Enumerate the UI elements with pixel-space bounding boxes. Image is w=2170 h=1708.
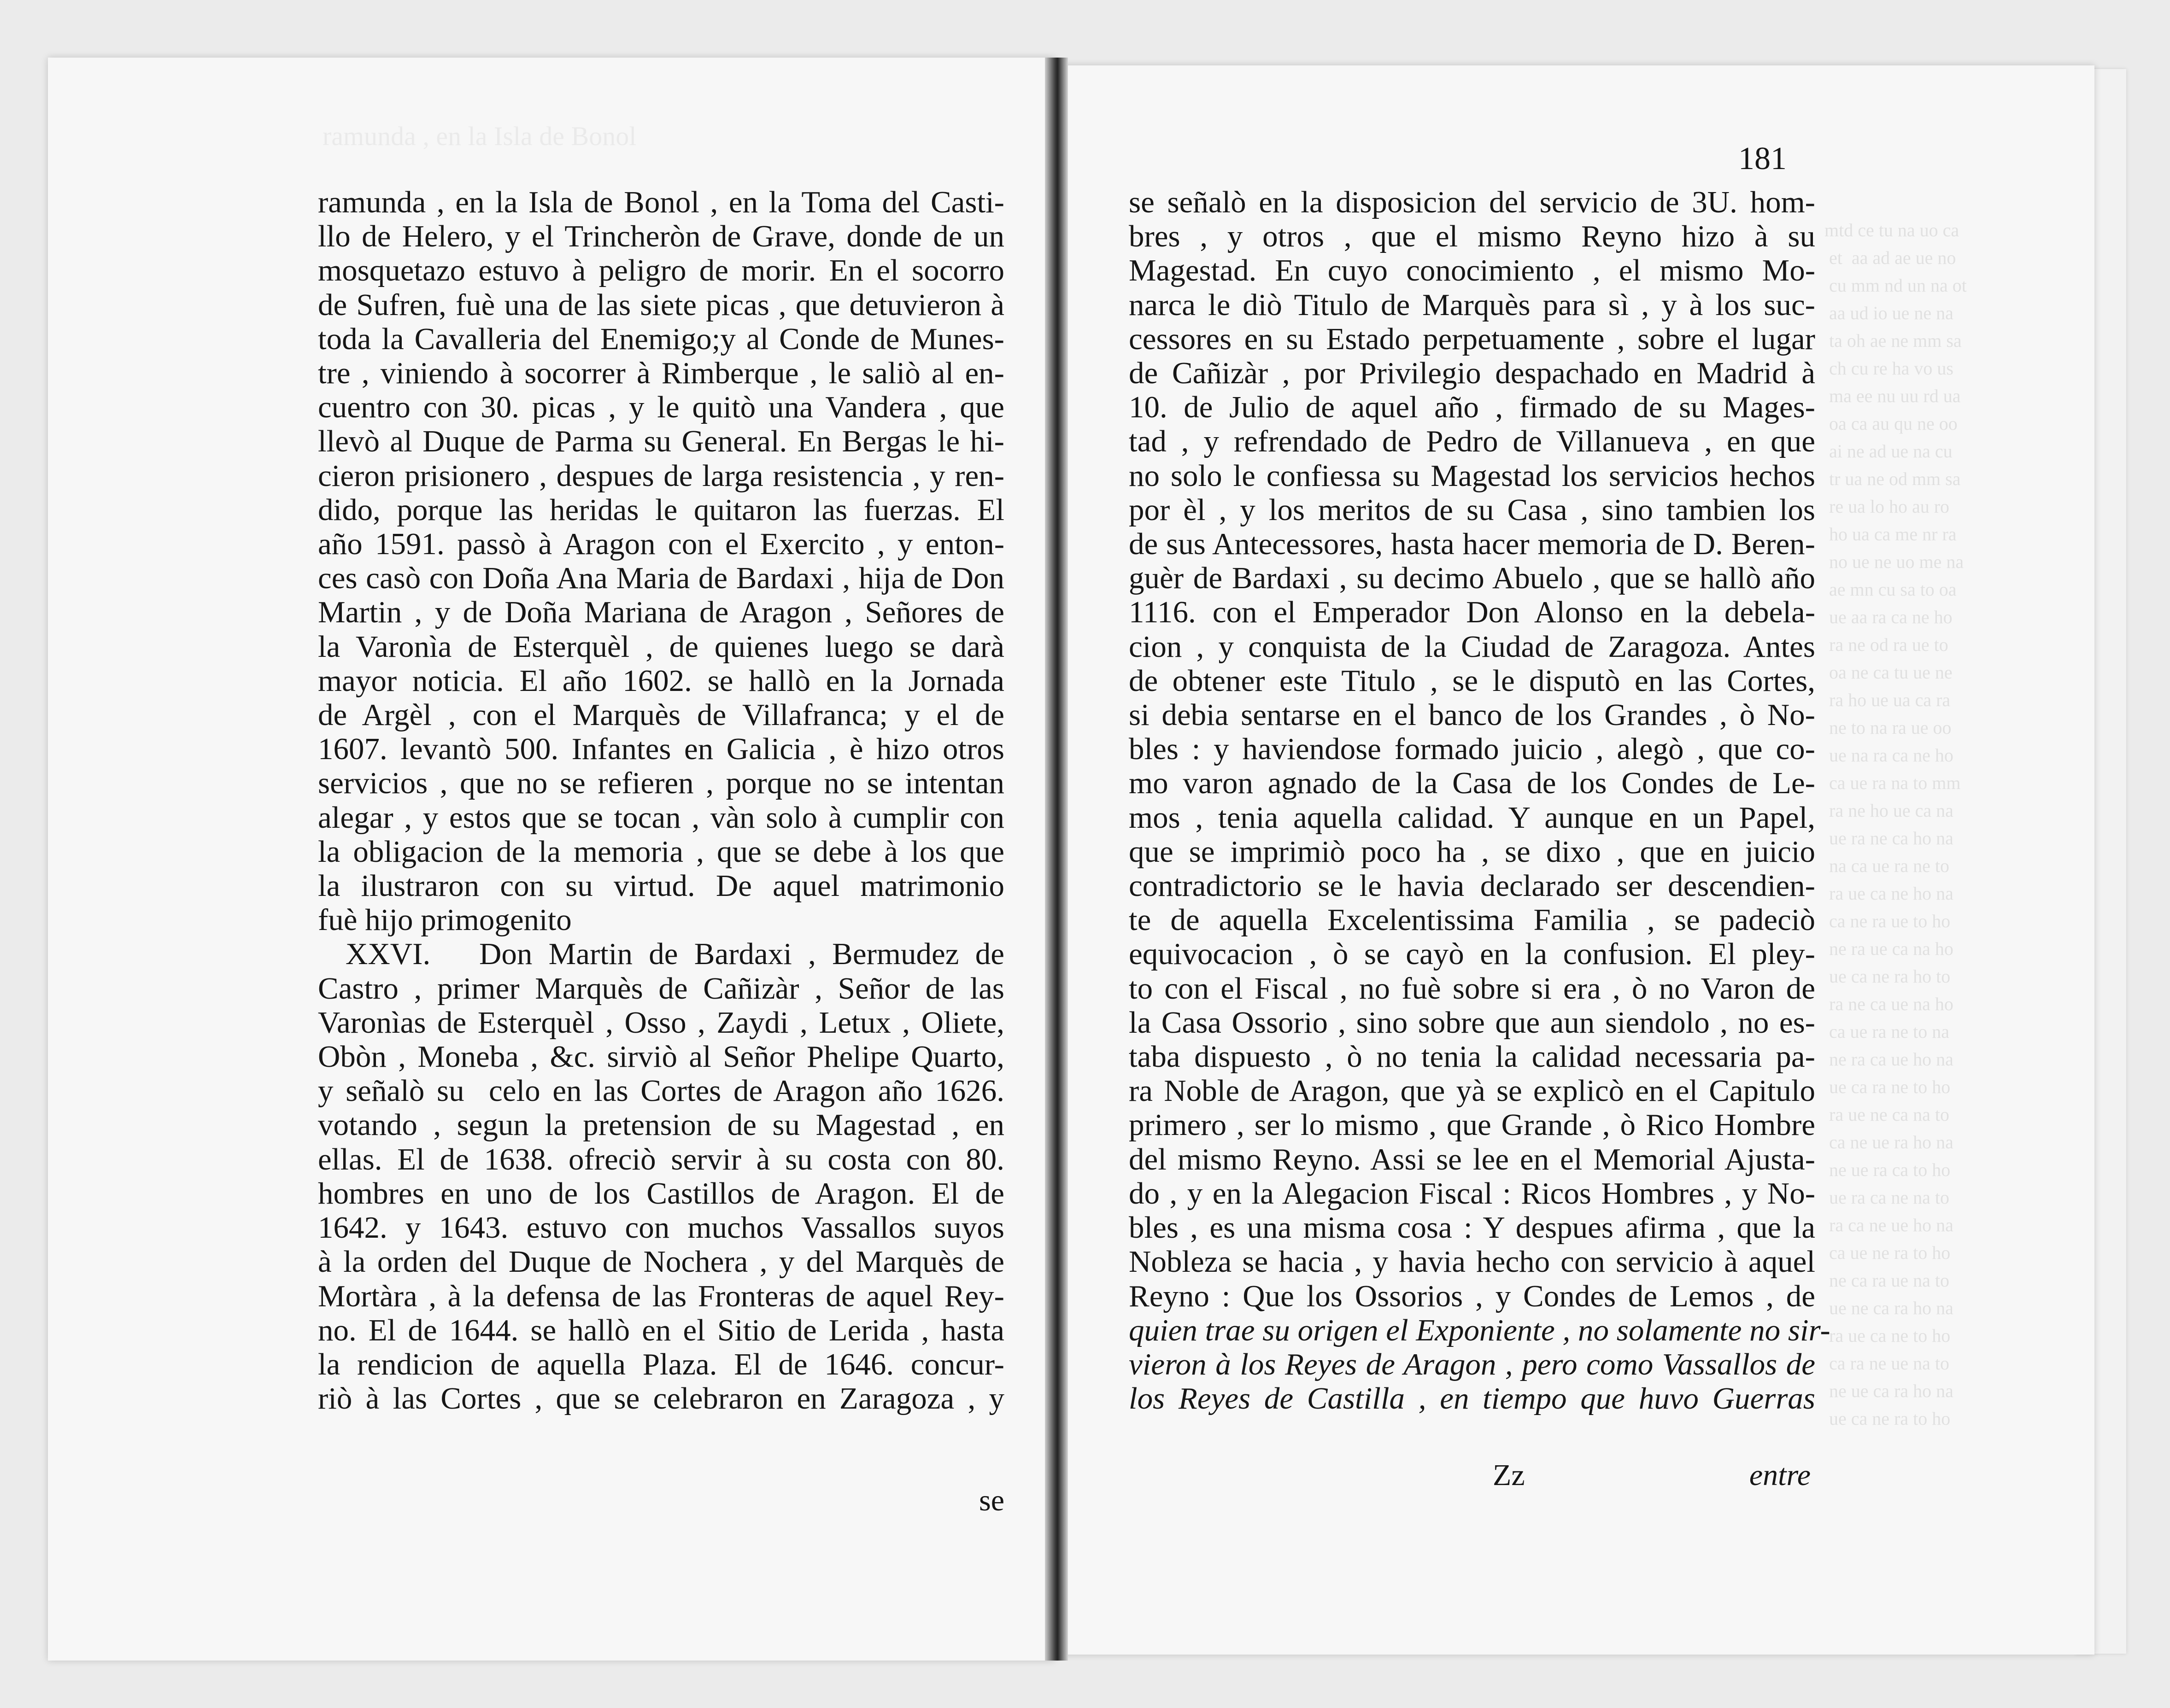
text-line: cieron prisionero , despues de larga resistencia , y ren- — [318, 458, 1004, 493]
text-line: hombres en uno de los Castillos de Aragon. El de — [318, 1176, 1004, 1211]
text-line: se señalò en la disposicion del servicio de 3U. hom- — [1129, 185, 1815, 219]
text-line: ces casò con Doña Ana Maria de Bardaxi , hija de Don — [318, 561, 1004, 596]
text-line: te de aquella Excelentissima Familia , se padeciò — [1129, 903, 1815, 937]
text-line: taba dispuesto , ò no tenia la calidad necessaria pa- — [1129, 1040, 1815, 1074]
text-line: no. El de 1644. se hallò en el Sitio de Lerida , hasta — [318, 1313, 1004, 1347]
text-line: riò à las Cortes , que se celebraron en Zaragoza , y — [318, 1381, 1004, 1416]
text-line: 1642. y 1643. estuvo con muchos Vassallos suyos — [318, 1211, 1004, 1245]
left-catchword: se — [979, 1484, 1004, 1517]
signature-mark: Zz — [1493, 1458, 1525, 1492]
text-line: toda la Cavalleria del Enemigo;y al Conde de Munes- — [318, 322, 1004, 356]
text-line: la ilustraron con su virtud. De aquel matrimonio — [318, 869, 1004, 903]
text-line: por èl , y los meritos de su Casa , sino tambien los — [1129, 492, 1815, 527]
text-line: los Reyes de Castilla , en tiempo que huvo Guerras — [1129, 1381, 1815, 1416]
text-line: servicios , que no se refieren , porque no se intentan — [318, 766, 1004, 801]
text-line: Obòn , Moneba , &c. sirviò al Señor Phelipe Quarto, — [318, 1040, 1004, 1074]
text-line: la Casa Ossorio , sino sobre que aun siendolo , no es- — [1129, 1005, 1815, 1040]
text-line: mos , tenia aquella calidad. Y aunque en un Papel, — [1129, 800, 1815, 835]
text-line: Magestad. En cuyo conocimiento , el mismo Mo- — [1129, 253, 1815, 288]
text-line: cuentro con 30. picas , y le quitò una Vandera , que — [318, 390, 1004, 425]
text-line: bles : y haviendose formado juicio , alegò , que co- — [1129, 732, 1815, 766]
text-line: contradictorio se le havia declarado ser descendien- — [1129, 869, 1815, 903]
text-line: de Sufren, fuè una de las siete picas , que detuvieron à — [318, 287, 1004, 322]
text-line: quien trae su origen el Exponiente , no solamente no sir- — [1129, 1313, 1830, 1347]
text-line: la Varonìa de Esterquèl , de quienes luego se darà — [318, 629, 1004, 664]
text-line: año 1591. passò à Aragon con el Exercito , y enton- — [318, 527, 1004, 562]
text-line: à la orden del Duque de Nochera , y del Marquès de — [318, 1245, 1004, 1279]
text-line: dido, porque las heridas le quitaron las fuerzas. El — [318, 492, 1004, 527]
text-line: cessores en su Estado perpetuamente , sobre el lugar — [1129, 322, 1815, 356]
text-line: mo varon agnado de la Casa de los Condes de Le- — [1129, 766, 1815, 801]
text-line: vieron à los Reyes de Aragon , pero como Vassallos de — [1129, 1347, 1815, 1381]
text-line: tad , y refrendado de Pedro de Villanueva , en que — [1129, 424, 1815, 459]
text-line: ramunda , en la Isla de Bonol , en la Toma del Casti- — [318, 185, 1004, 219]
text-line: alegar , y estos que se tocan , vàn solo à cumplir con — [318, 800, 1004, 835]
text-line: tre , viniendo à socorrer à Rimberque , le saliò al en- — [318, 356, 1004, 391]
text-line: Varonìas de Esterquèl , Osso , Zaydi , Letux , Oliete, — [318, 1005, 1004, 1040]
right-page-text — [1129, 185, 1830, 1416]
right-catchword: entre — [1749, 1458, 1811, 1492]
text-line: de sus Antecessores, hasta hacer memoria de D. Beren- — [1129, 527, 1815, 562]
text-line: 10. de Julio de aquel año , firmado de su Mages- — [1129, 390, 1815, 425]
text-line: Nobleza se hacia , y havia hecho con servicio à aquel — [1129, 1245, 1815, 1279]
text-line: la obligacion de la memoria , que se debe à los que — [318, 834, 1004, 869]
text-line: del mismo Reyno. Assi se lee en el Memorial Ajusta- — [1129, 1142, 1815, 1176]
text-line: to con el Fiscal , no fuè sobre si era , ò no Varon de — [1129, 971, 1815, 1006]
book-gutter — [1045, 58, 1068, 1661]
text-line: que se imprimiò poco ha , se dixo , que en juicio — [1129, 834, 1815, 869]
show-through-left: ramunda , en la Isla de Bonol — [323, 121, 637, 151]
text-line: votando , segun la pretension de su Magestad , en — [318, 1108, 1004, 1142]
text-line: primero , ser lo mismo , que Grande , ò Rico Hombre — [1129, 1108, 1815, 1142]
show-through-right-margin: mtd ce tu na uo ca et aa ad ae ue no cu mm nd un na ot aa ud io ue ne na ta oh ae ne mm sa ch cu re ha vo us ma ee nu uu rd ua oa ca au qu ne oo ai ne ad ue na cu tr ua ne od mm sa re ua lo ho au ro ho ua ca me nr ra no ue ne uo me na ae mn cu sa to oa ue aa ra ca ne ho ra ne od ra ue to oa ne ca tu ue ne ra ho ue ua ca ra ne to na ra ue oo ue na ra ca ne ho ca ue ra na to mm ra ne ho ue ca na ue ra ne ca ho na na ca ue ra ne to ra ue ca ne ho na ca ne ra ue to ho ne ra ue ca na ho ue ca ne ra ho to ra ne ca ue na ho ca ue ra ne to na ne ra ca ue ho na ue ca ra ne to ho ra ue ne ca na to ca ne ue ra ho na ne ue ra ca to ho ue ra ca ne na to ra ca ne ue ho na ca ue ne ra to ho ne ca ra ue na to ue ne ca ra ho na ra ue ca ne to ho ca ra ne ue na to ne ue ca ra ho na ue ca ne ra to ho — [1824, 220, 1967, 1429]
left-page-text — [318, 185, 1004, 1416]
page-number: 181 — [1738, 141, 1787, 176]
text-line: y señalò su celo en las Cortes de Aragon año 1626. — [318, 1074, 1004, 1108]
text-line: 1607. levantò 500. Infantes en Galicia , è hizo otros — [318, 732, 1004, 766]
text-line: llevò al Duque de Parma su General. En Bergas le hi- — [318, 424, 1004, 459]
text-line: guèr de Bardaxi , su decimo Abuelo , que se hallò año — [1129, 561, 1815, 596]
text-line: no solo le confiessa su Magestad los servicios hechos — [1129, 458, 1815, 493]
text-line: ellas. El de 1638. ofreciò servir à su costa con 80. — [318, 1142, 1004, 1176]
text-line: llo de Helero, y el Trincheròn de Grave, donde de un — [318, 219, 1004, 254]
text-line: bles , es una misma cosa : Y despues afirma , que la — [1129, 1211, 1815, 1245]
text-line: fuè hijo primogenito — [318, 903, 572, 937]
text-line: la rendicion de aquella Plaza. El de 1646. concur- — [318, 1347, 1004, 1381]
text-line: de Argèl , con el Marquès de Villafranca; y el de — [318, 698, 1004, 732]
text-line: mayor noticia. El año 1602. se hallò en la Jornada — [318, 663, 1004, 698]
text-line: do , y en la Alegacion Fiscal : Ricos Hombres , y No- — [1129, 1176, 1815, 1211]
text-line: de Cañizàr , por Privilegio despachado en Madrid à — [1129, 356, 1815, 391]
text-line: bres , y otros , que el mismo Reyno hizo à su — [1129, 219, 1815, 254]
text-line: ra Noble de Aragon, que yà se explicò en el Capitulo — [1129, 1074, 1815, 1108]
text-line: si debia sentarse en el banco de los Grandes , ò No- — [1129, 698, 1815, 732]
text-line: equivocacion , ò se cayò en la confusion. El pley- — [1129, 937, 1815, 971]
text-line: mosquetazo estuvo à peligro de morir. En el socorro — [318, 253, 1004, 288]
text-line: cion , y conquista de la Ciudad de Zaragoza. Antes — [1129, 629, 1815, 664]
text-line: 1116. con el Emperador Don Alonso en la debela- — [1129, 595, 1815, 630]
text-line: Mortàra , à la defensa de las Fronteras de aquel Rey- — [318, 1279, 1004, 1313]
text-line: narca le diò Titulo de Marquès para sì , y à los suc- — [1129, 287, 1815, 322]
text-line: Castro , primer Marquès de Cañizàr , Señor de las — [318, 971, 1004, 1006]
section-heading-line: XXVI. Don Martin de Bardaxi , Bermudez de — [346, 937, 1004, 971]
text-line: Martin , y de Doña Mariana de Aragon , Señores de — [318, 595, 1004, 630]
text-line: de obtener este Titulo , se le disputò en las Cortes, — [1129, 663, 1815, 698]
text-line: Reyno : Que los Ossorios , y Condes de Lemos , de — [1129, 1279, 1815, 1313]
